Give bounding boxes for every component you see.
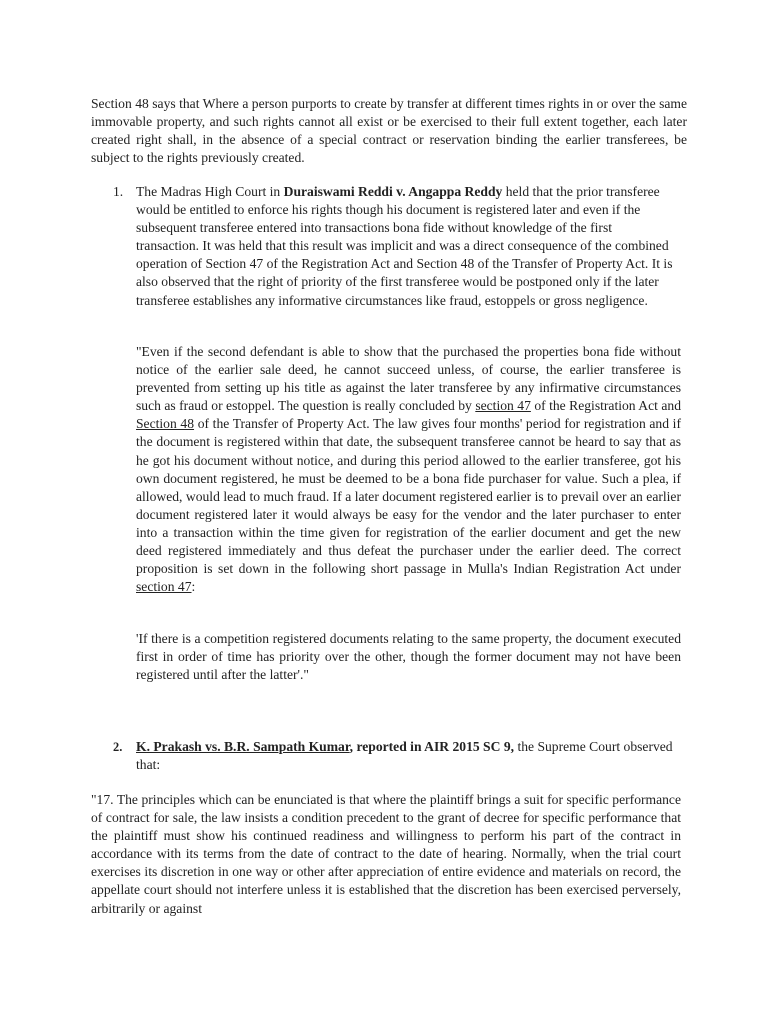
list-item-2-text (136, 738, 681, 774)
section-47-link-2[interactable]: section 47 (136, 579, 192, 595)
item2-reported: , reported in AIR 2015 SC 9, (349, 739, 515, 754)
item1-text-a: The Madras High Court in (136, 184, 284, 199)
item1-case-name: Duraiswami Reddi v. Angappa Reddy (283, 184, 503, 199)
list-item-1-text (136, 183, 676, 310)
list-number-2: 2. (113, 740, 123, 754)
section-47-link-1[interactable]: section 47 (475, 398, 531, 414)
quote-2: 'If there is a competition registered documents relating to the same property, the document executed first in order of time has priority over the other, though the former document may not have been registered until after the latter'." (136, 631, 681, 683)
item2-case-name: K. Prakash vs. B.R. Sampath Kumar (136, 739, 350, 754)
quote1-text-b: of the Registration Act and (530, 398, 682, 414)
quote1-text-c: of the Transfer of Property Act. The law gives four months' period for registration and if the document is registered within that date, the subsequent transferee cannot be heard to say that as he got his document without notice, and during this period allowed to the earlier transferee, got his own document registered, he must be deemed to be a bona fide purchaser for value. Such a plea, if allowed, would lead to much fraud. If a later document registered earlier is to prevail over an earlier document registered later it would always be easy for the vendor and the later purchaser to enter into a transaction within the time given for registration of the earlier document and get the new deed registered immediately and thus defeat the purchaser under the earlier deed. The correct proposition is set down in the following short passage in Mulla's Indian Registration Act under (136, 416, 681, 577)
intro-paragraph: Section 48 says that Where a person purports to create by transfer at different times rights in or over the same immovable property, and such rights cannot all exist or be exercised to their full extent together, each later created right shall, in the absence of a special contract or reservation binding the earlier transferees, be subject to the rights previously created. (91, 96, 687, 166)
item2-text: the Supreme Court observed that: (136, 739, 673, 773)
item1-text-b: held that the prior transferee would be entitled to enforce his rights though his document is registered later and even if the subsequent transferee entered into transactions bona fide without knowledge of the first transaction. It was held that this result was implicit and was a direct consequence of the combined operation of Section 47 of the Registration Act and Section 48 of the Transfer of Property Act. It is also observed that the right of priority of the first transferee would be postponed only if the later transferee establishes any informative circumstances like fraud, estoppels or gross negligence. (136, 184, 673, 308)
quote1-text-d: : (191, 579, 196, 595)
section-48-link[interactable]: Section 48 (136, 416, 195, 432)
quote1-text-a: "Even if the second defendant is able to show that the purchased the properties bona fide without notice of the earlier sale deed, he cannot succeed unless, of course, the earlier transferee is prevented from setting up his title as against the later transferee by any infirmative circumstances such as fraud or estoppel. The question is really concluded by (136, 344, 681, 414)
list-number-1: 1. (113, 184, 124, 199)
quote-3: "17. The principles which can be enunciated is that where the plaintiff brings a suit for specific performance of contract for sale, the law insists a condition precedent to the grant of decree for specific performance that the plaintiff must show his continued readiness and willingness to perform his part of the contract in accordance with its terms from the date of contract to the date of hearing. Normally, when the trial court exercises its discretion in one way or other after appreciation of entire evidence and materials on record, the appellate court should not interfere unless it is established that the discretion has been exercised perversely, arbitrarily or against (91, 792, 681, 916)
quote-1 (136, 343, 681, 596)
